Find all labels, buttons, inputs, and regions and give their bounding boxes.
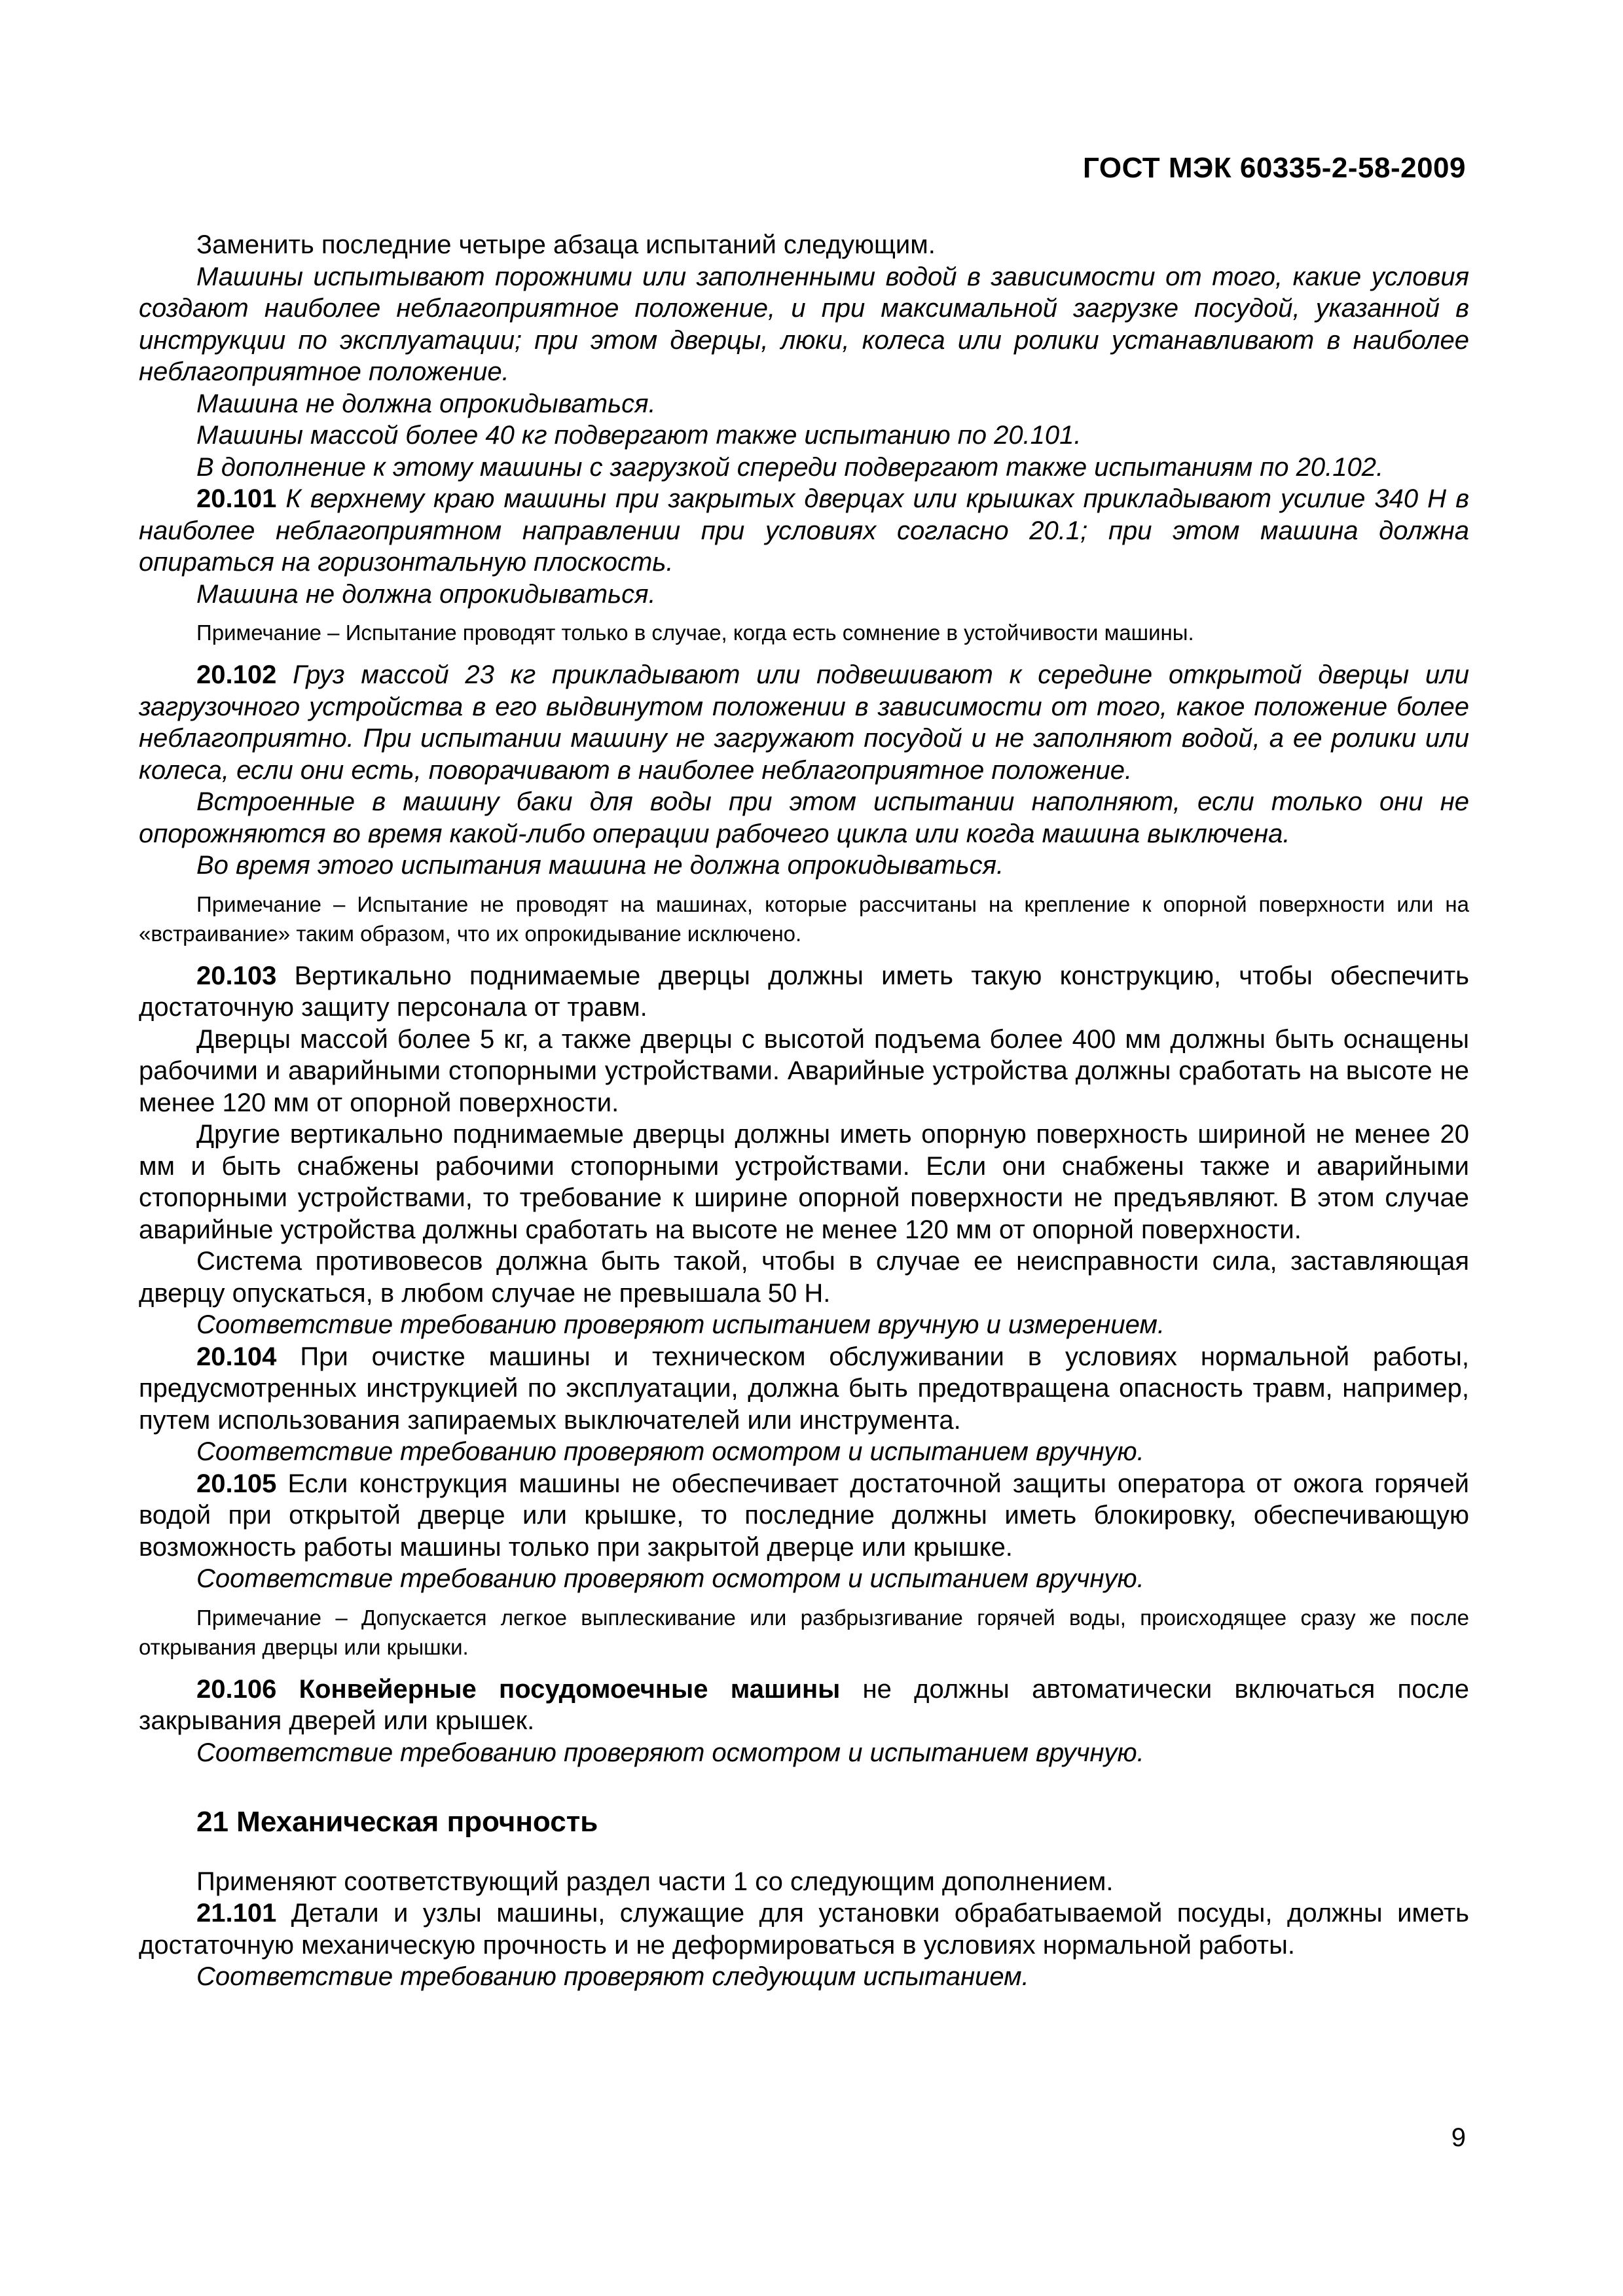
- clause-text: К верхнему краю машины при закрытых дверцах или крышках прикладывают усилие 340 Н в наиболее неблагоприятном направлении при условиях согласно 20.1; при этом машина должна опираться на горизонтальную плоскость.: [139, 484, 1469, 577]
- paragraph: Соответствие требованию проверяют следующим испытанием.: [196, 1962, 1029, 1991]
- clause-text: Если конструкция машины не обеспечивает достаточной защиты оператора от ожога горячей водой при открытой дверце или крышке, то последние должны иметь блокировку, обеспечивающую возможность работы машины только при закрытой дверце или крышке.: [139, 1469, 1469, 1562]
- clause-21-101: [139, 1897, 1469, 1961]
- clause-text: не должны автоматически включаться после закрывания дверей или крышек.: [139, 1674, 1470, 1735]
- clause-20-103: [139, 960, 1469, 1024]
- clause-text: При очистке машины и техническом обслуживании в условиях нормальной работы, предусмотренных инструкцией по эксплуатации, должна быть предотвращена опасность травм, например, путем использования запираемых выключателей или инструмента.: [139, 1342, 1469, 1435]
- clause-text: Детали и узлы машины, служащие для установки обрабатываемой посуды, должны иметь достаточную механическую прочность и не деформироваться в условиях нормальной работы.: [139, 1899, 1469, 1960]
- clause-number: 20.101: [196, 484, 277, 513]
- paragraph: Машины массой более 40 кг подвергают также испытанию по 20.101.: [196, 421, 1082, 450]
- clause-number: 20.106 Конвейерные посудомоечные машины: [196, 1674, 841, 1704]
- note: Примечание – Испытание не проводят на машинах, которые рассчитаны на крепление к опорной поверхности или на «встраивание» таким образом, что их опрокидывание исключено.: [139, 891, 1469, 946]
- standard-header: ГОСТ МЭК 60335-2-58-2009: [1082, 152, 1466, 184]
- clause-number: 20.102: [196, 660, 277, 689]
- paragraph: В дополнение к этому машины с загрузкой спереди подвергают также испытаниям по 20.102.: [196, 452, 1384, 482]
- paragraph: Машины испытывают порожними или заполненными водой в зависимости от того, какие условия создают наиболее неблагоприятное положение, и при максимальной загрузке посудой, указанной в инструкции по эксплуатации; при этом дверцы, люки, колеса или ролики устанавливают в наиболее неблагоприятное положение.: [139, 262, 1469, 386]
- clause-text: Вертикально поднимаемые дверцы должны иметь такую конструкцию, чтобы обеспечить достаточную защиту персонала от травм.: [139, 961, 1469, 1022]
- paragraph: Соответствие требованию проверяют испытанием вручную и измерением.: [196, 1310, 1165, 1339]
- clause-20-102: [139, 659, 1469, 786]
- clause-20-104: [139, 1341, 1469, 1437]
- paragraph: Соответствие требованию проверяют осмотром и испытанием вручную.: [196, 1564, 1144, 1593]
- paragraph: Дверцы массой более 5 кг, а также дверцы с высотой подъема более 400 мм должны быть оснащены рабочими и аварийными стопорными устройствами. Аварийные устройства должны сработать на высоте не менее 120 мм от опорной поверхности.: [139, 1024, 1469, 1117]
- clause-20-105: [139, 1468, 1469, 1564]
- section-title: 21 Механическая прочность: [196, 1806, 598, 1838]
- clause-number: 21.101: [196, 1899, 277, 1928]
- note: Примечание – Допускается легкое выплескивание или разбрызгивание горячей воды, происходящее сразу же после открывания дверцы или крышки.: [139, 1605, 1469, 1659]
- clause-number: 20.103: [196, 961, 277, 990]
- document-body: [139, 229, 1469, 1993]
- clause-20-106: [139, 1674, 1469, 1737]
- paragraph: Система противовесов должна быть такой, чтобы в случае ее неисправности сила, заставляющая дверцу опускаться, в любом случае не превышала 50 Н.: [139, 1247, 1469, 1308]
- paragraph: Соответствие требованию проверяют осмотром и испытанием вручную.: [196, 1738, 1144, 1767]
- page-number: 9: [1451, 2123, 1466, 2152]
- paragraph: Во время этого испытания машина не должна опрокидываться.: [196, 851, 1004, 880]
- paragraph: Машина не должна опрокидываться.: [196, 579, 656, 609]
- paragraph: Заменить последние четыре абзаца испытаний следующим.: [196, 230, 936, 259]
- clause-number: 20.104: [196, 1342, 277, 1371]
- paragraph: Встроенные в машину баки для воды при этом испытании наполняют, если только они не опорожняются во время какой-либо операции рабочего цикла или когда машина выключена.: [139, 787, 1469, 848]
- clause-text: Груз массой 23 кг прикладывают или подвешивают к середине открытой дверцы или загрузочного устройства в его выдвинутом положении в зависимости от того, какое положение более неблагоприятно. При испытании машину не загружают посудой и не заполняют водой, а ее ролики или колеса, если они есть, поворачивают в наиболее неблагоприятное положение.: [139, 660, 1469, 785]
- paragraph: Другие вертикально поднимаемые дверцы должны иметь опорную поверхность шириной не менее 20 мм и быть снабжены рабочими стопорными устройствами. Если они снабжены также и аварийными стопорными устройствами, то требование к ширине опорной поверхности не предъявляют. В этом случае аварийные устройства должны сработать на высоте не менее 120 мм от опорной поверхности.: [139, 1120, 1469, 1244]
- clause-20-101: [139, 483, 1469, 579]
- clause-number: 20.105: [196, 1469, 277, 1498]
- paragraph: Соответствие требованию проверяют осмотром и испытанием вручную.: [196, 1437, 1144, 1466]
- paragraph: Применяют соответствующий раздел части 1 со следующим дополнением.: [196, 1867, 1114, 1896]
- paragraph: Машина не должна опрокидываться.: [196, 389, 656, 418]
- note: Примечание – Испытание проводят только в случае, когда есть сомнение в устойчивости машины.: [196, 620, 1194, 645]
